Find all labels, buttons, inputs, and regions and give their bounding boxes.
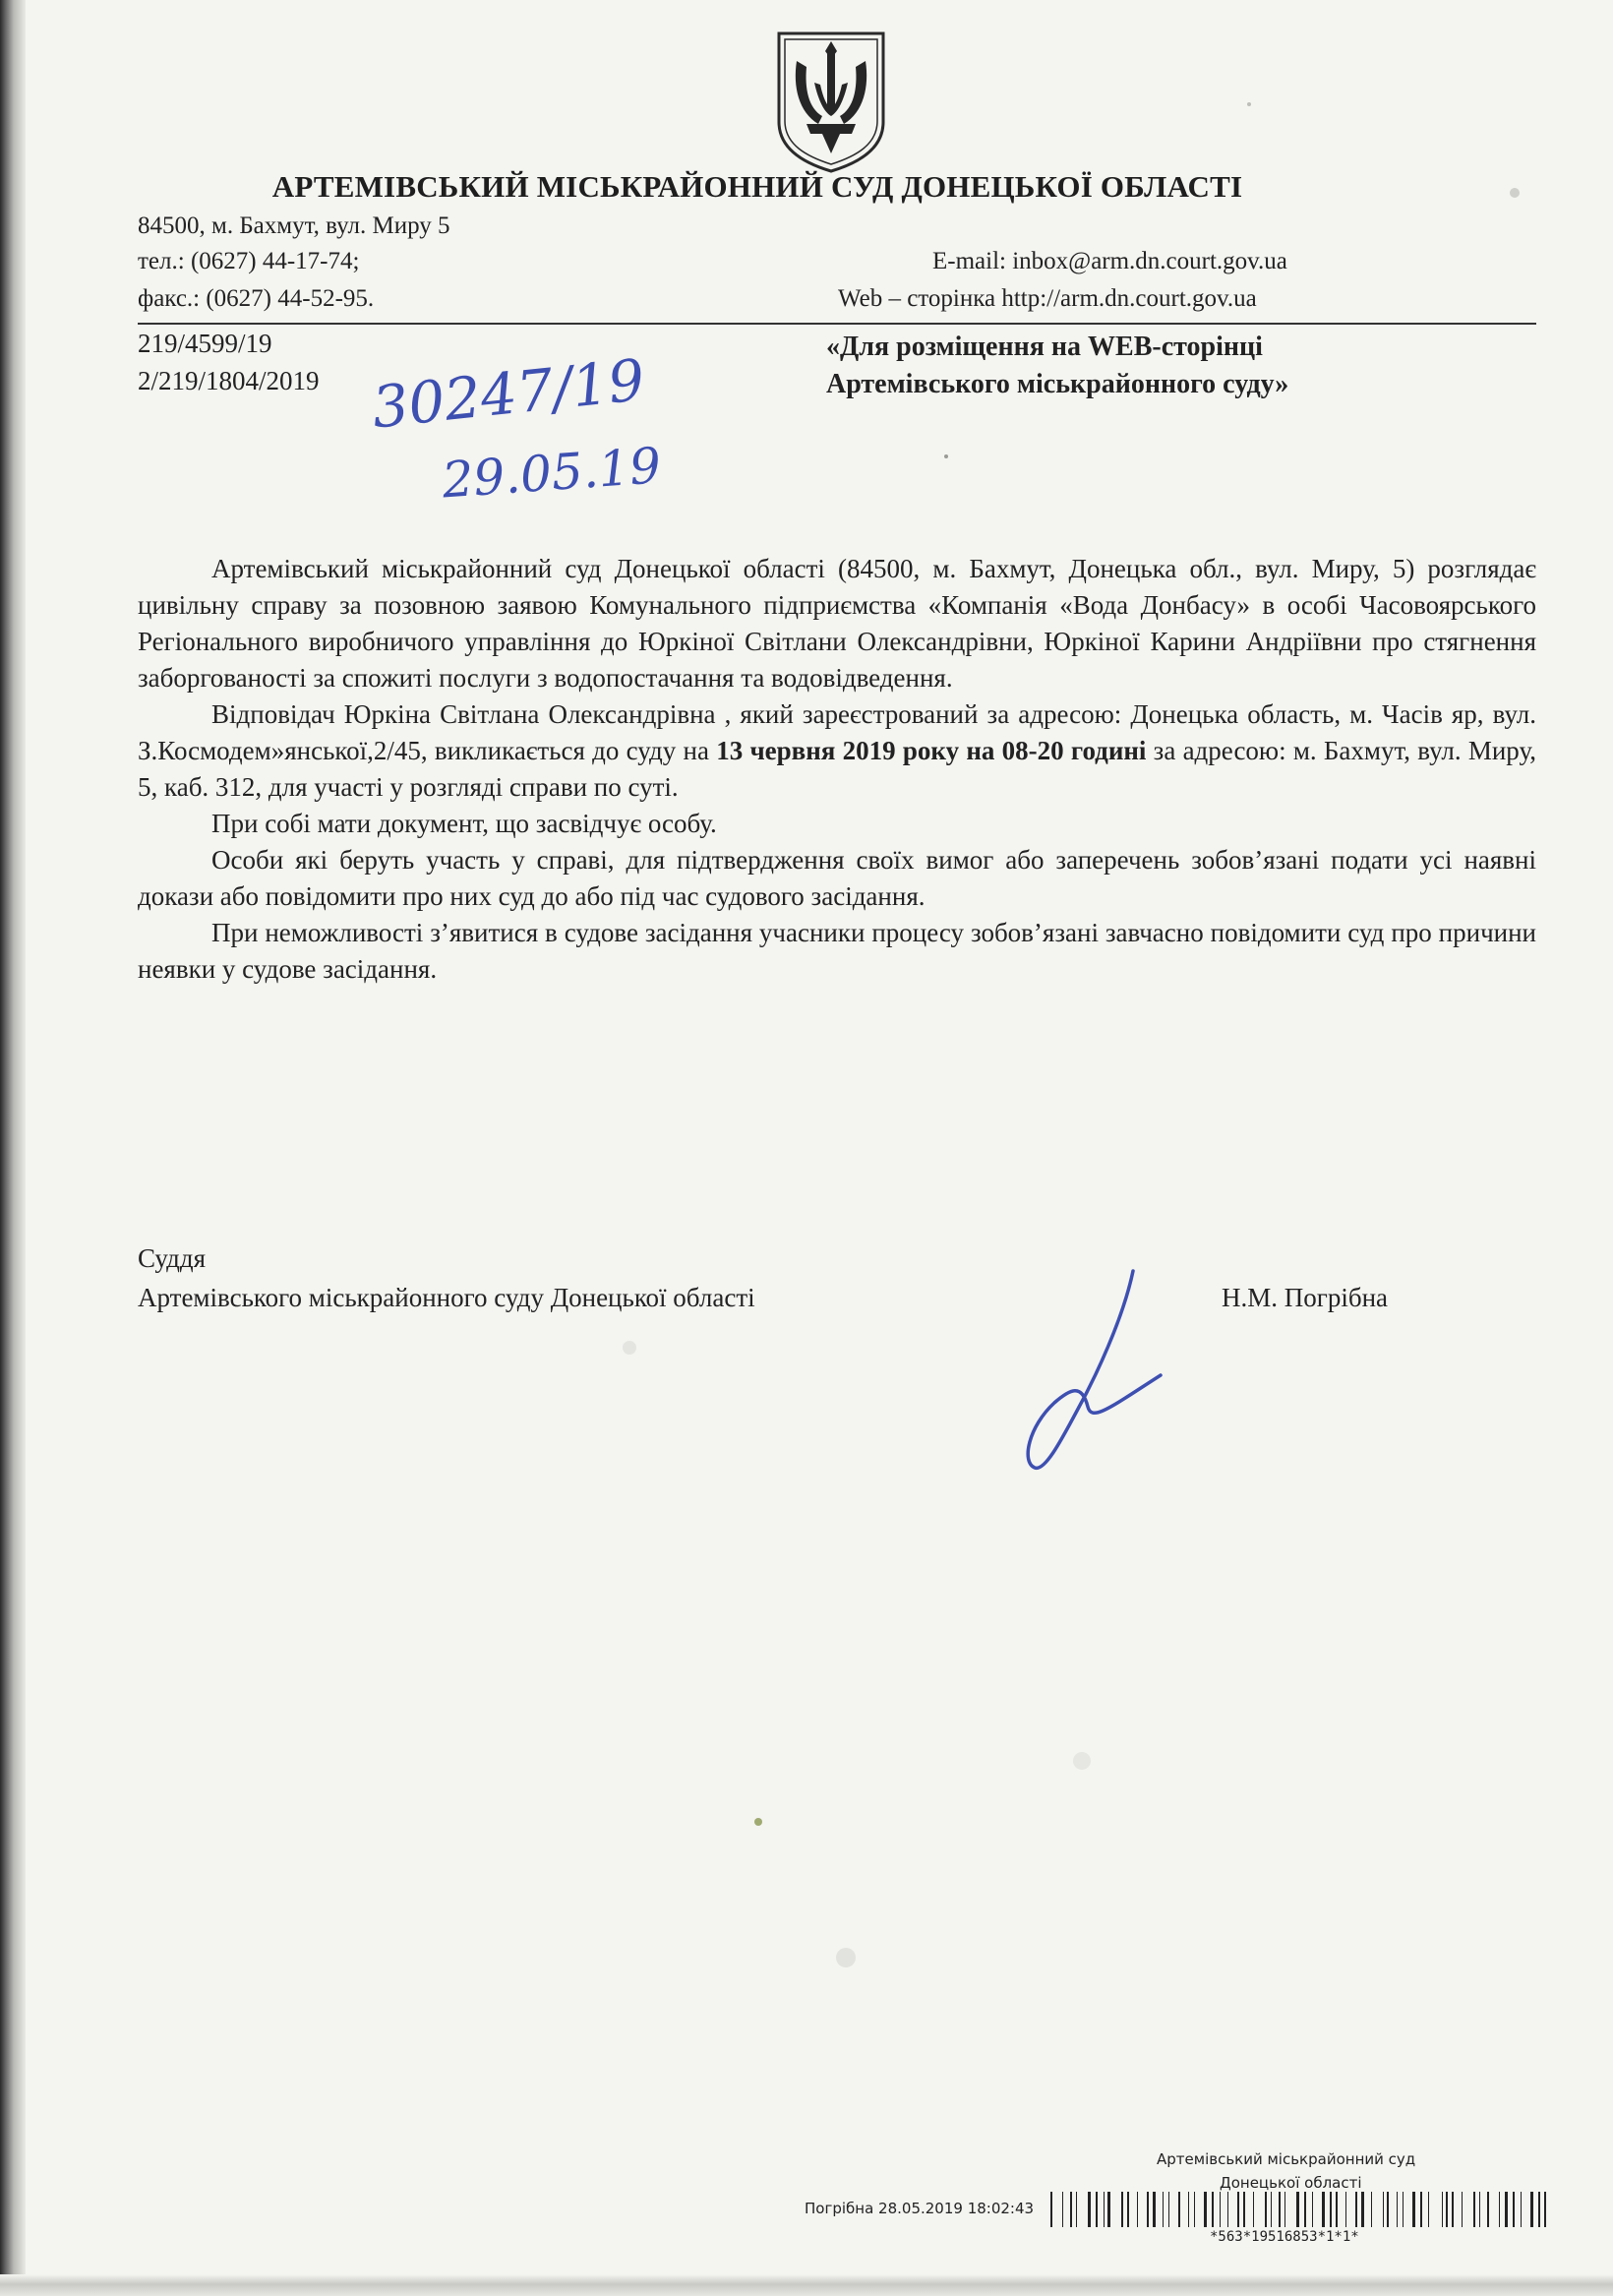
letterhead-divider xyxy=(138,323,1536,325)
handwritten-signature-icon xyxy=(993,1259,1170,1485)
body-paragraph-5: При неможливості з’явитися в судове засідання учасники процесу зобов’язані завчасно повідомити суд про причини неявки у судове засідання. xyxy=(138,918,1536,984)
court-fax: факс.: (0627) 44-52-95. xyxy=(138,285,375,312)
judge-name: Н.М. Погрібна xyxy=(1222,1283,1389,1312)
body-paragraph-3: При собі мати документ, що засвідчує особу. xyxy=(211,809,717,838)
publication-note-line2: Артемівського міськрайонного суду» xyxy=(826,369,1289,399)
court-web: Web – сторінка http://arm.dn.court.gov.ua xyxy=(838,285,1257,312)
scan-edge-bottom xyxy=(0,2274,1613,2296)
barcode-icon xyxy=(1050,2192,1548,2227)
stamp-signer-datetime: Погрібна 28.05.2019 18:02:43 xyxy=(805,2200,1035,2217)
publication-note xyxy=(826,329,1288,403)
court-phone: тел.: (0627) 44-17-74; xyxy=(138,248,360,274)
body-paragraph-1: Артемівський міськрайонний суд Донецької області (84500, м. Бахмут, Донецька обл., вул. Миру, 5) розглядає цивільну справу за позовною заявою Комунального підприємства «Компанія «Вода Донбасу» в особі Часовоярського Регіонального виробничого управління до Юркіної Світлани Олександрівни, Юркіної Карини Андріївни про стягнення заборгованості за спожиті послуги з водопостачання та водовідведення. xyxy=(138,554,1536,693)
scan-edge-left xyxy=(0,0,26,2296)
barcode-number: *563*19516853*1*1* xyxy=(1210,2229,1359,2245)
proceeding-number: 2/219/1804/2019 xyxy=(138,366,320,395)
court-email: E-mail: inbox@arm.dn.court.gov.ua xyxy=(932,248,1287,274)
stamp-region: Донецької області xyxy=(1220,2174,1362,2192)
handwritten-registration-number: 30247/19 xyxy=(369,345,648,442)
judge-court: Артемівського міськрайонного суду Донецької області xyxy=(138,1283,755,1312)
court-title: АРТЕМІВСЬКИЙ МІСЬКРАЙОННИЙ СУД ДОНЕЦЬКОЇ ОБЛАСТІ xyxy=(271,169,1243,204)
letter-body xyxy=(138,551,1536,988)
summons-text-before: Відповідач Юркіна Світлана Олександрівна , який зареєстрований за адресою: Донецька область, м. Часів яр, вул. З.Космодем»янської,2/45, викликається до суду на xyxy=(138,699,1536,765)
handwritten-registration-date: 29.05.19 xyxy=(440,437,663,510)
judge-title: Суддя xyxy=(138,1243,207,1273)
body-paragraph-2 xyxy=(138,696,1536,806)
publication-note-line1: «Для розміщення на WEB-сторінці xyxy=(826,332,1263,362)
stamp-court-name: Артемівський міськрайонний суд xyxy=(1157,2150,1416,2168)
court-address: 84500, м. Бахмут, вул. Миру 5 xyxy=(138,212,450,239)
case-number: 219/4599/19 xyxy=(138,329,272,358)
trident-emblem-icon xyxy=(773,28,889,173)
hearing-date-time: 13 червня 2019 року на 08-20 годині xyxy=(716,736,1147,765)
electronic-signature-stamp xyxy=(787,2145,1564,2263)
handwritten-registration-mark xyxy=(364,325,679,512)
body-paragraph-4: Особи які беруть участь у справі, для підтвердження своїх вимог або заперечень зобов’язані подати усі наявні докази або повідомити про них суд до або під час судового засідання. xyxy=(138,845,1536,911)
summons-text-after: за адресою: м. Бахмут, вул. Миру, 5, каб. 312, для участі у розгляді справи по суті. xyxy=(138,736,1536,802)
